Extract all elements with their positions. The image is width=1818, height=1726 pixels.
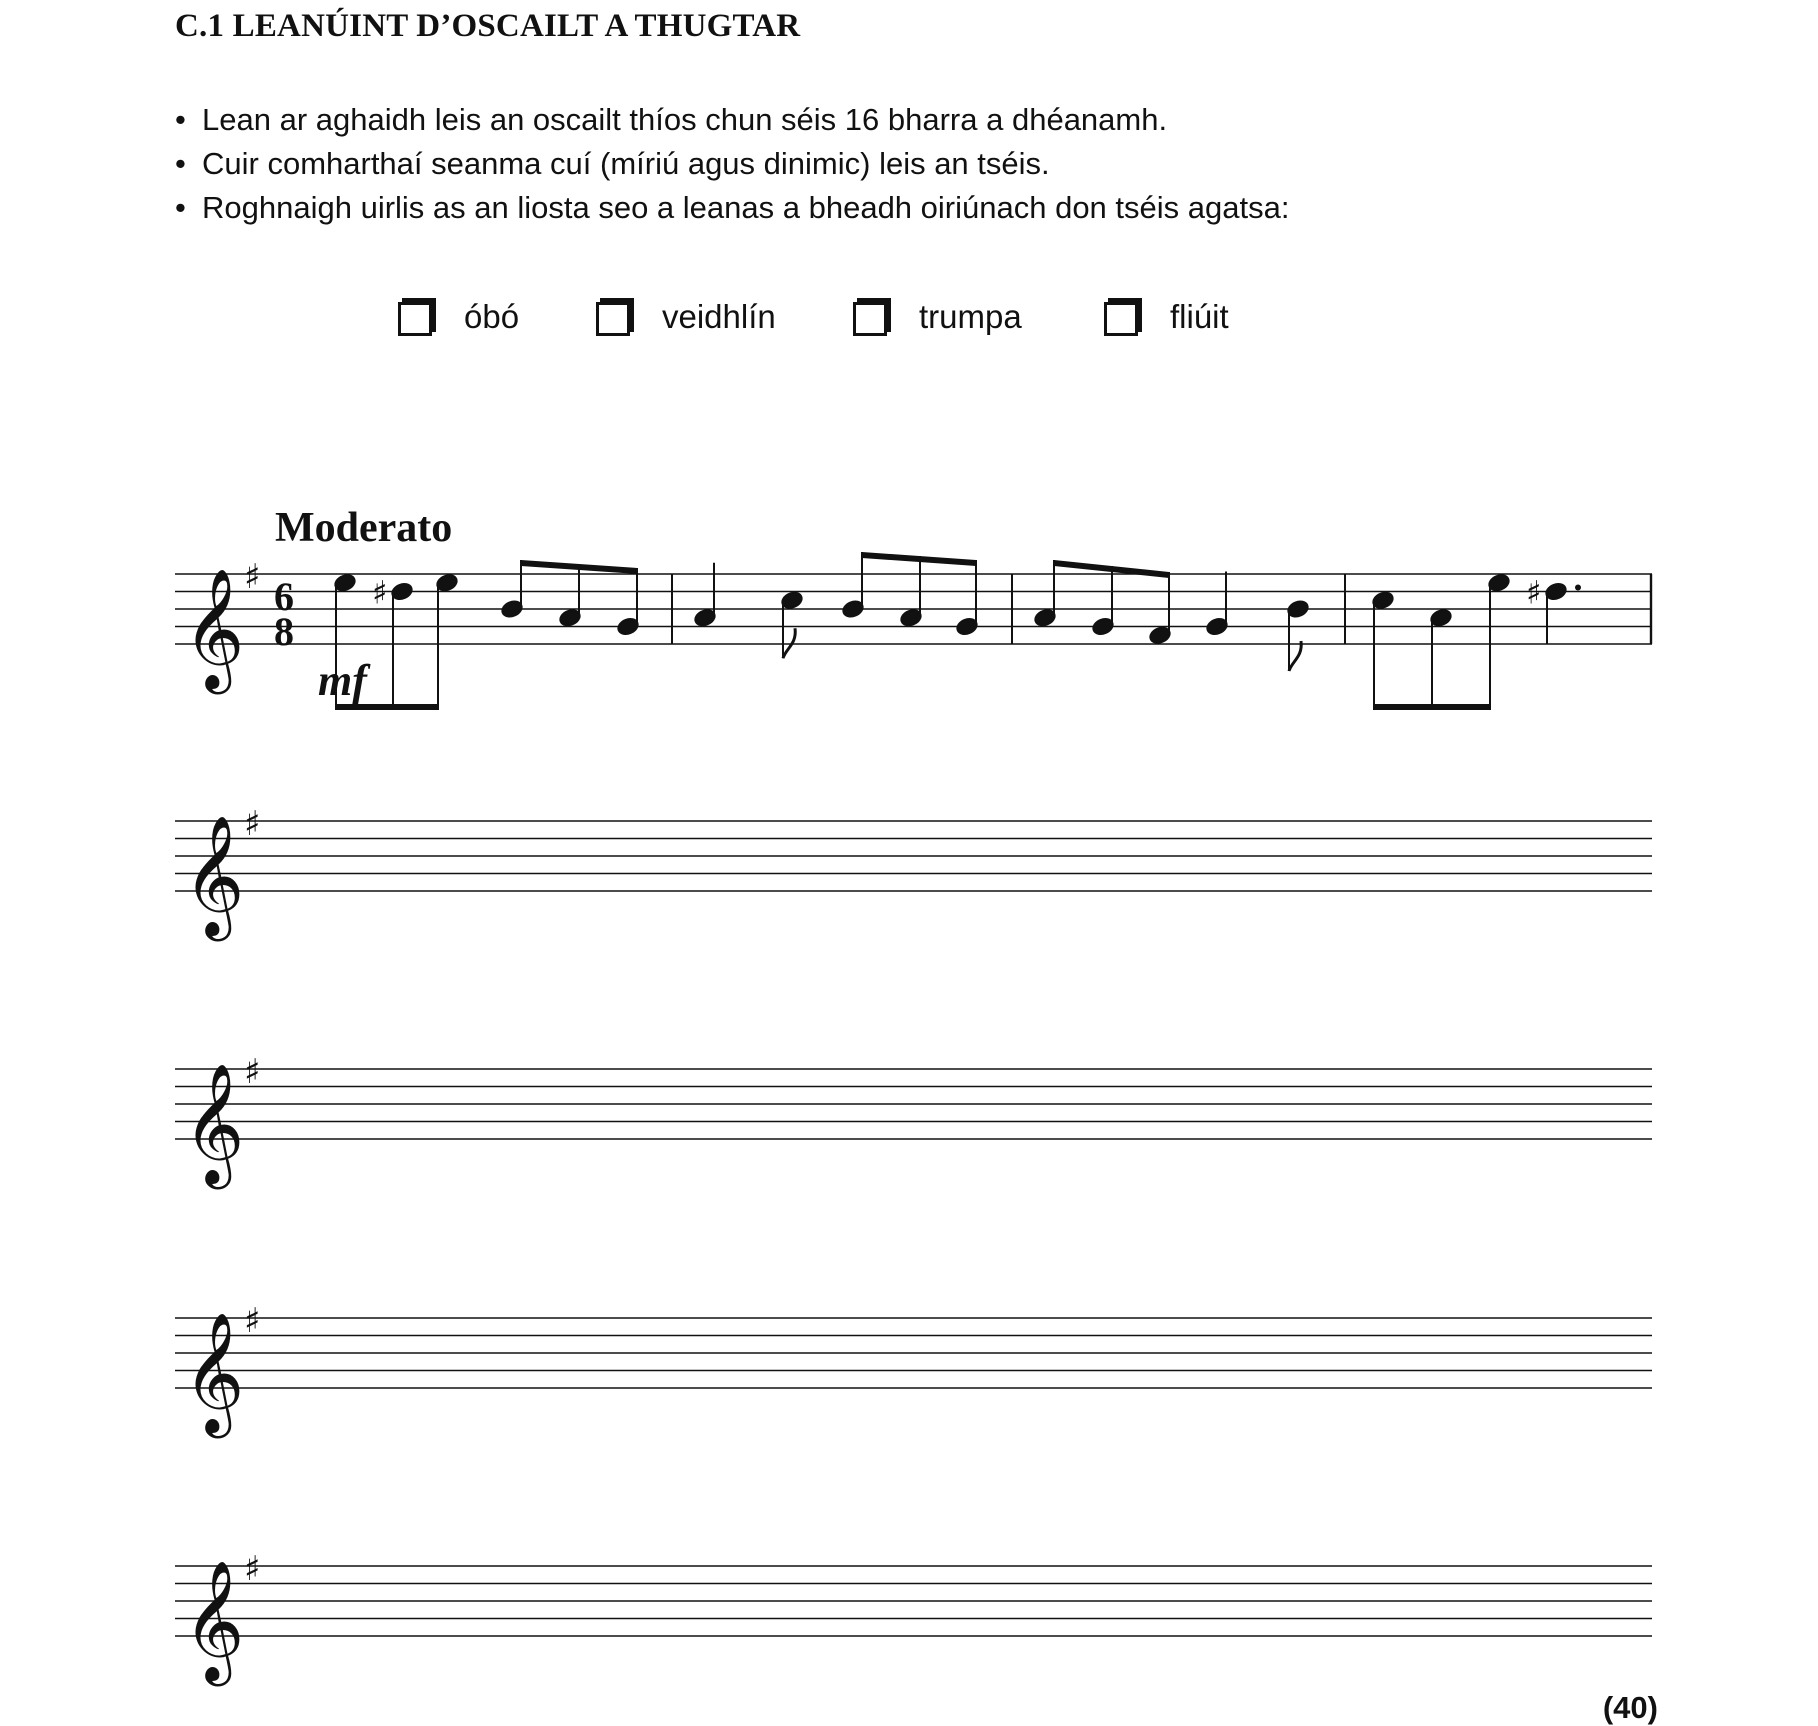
option-label-fliuit: fliúit: [1170, 298, 1229, 335]
time-signature-top: 6: [274, 574, 294, 619]
key-signature-sharp-icon: ♯: [244, 804, 261, 844]
bullet-icon: •: [175, 102, 186, 137]
treble-clef-icon: 𝄞: [183, 1559, 245, 1681]
marks-total: (40): [1602, 1690, 1658, 1725]
opening-staff: [175, 557, 1652, 694]
option-label-veidhlin: veidhlín: [662, 298, 776, 335]
option-label-obo: óbó: [464, 298, 520, 335]
key-signature-sharp-icon: ♯: [244, 557, 261, 597]
sharp-accidental-icon: ♯: [1526, 573, 1542, 612]
sharp-accidental-icon: ♯: [372, 573, 388, 612]
option-label-trumpa: trumpa: [919, 298, 1022, 335]
treble-clef-icon: 𝄞: [183, 567, 245, 689]
key-signature-sharp-icon: ♯: [244, 1549, 261, 1589]
bullet-icon: •: [175, 146, 186, 181]
treble-clef-icon: 𝄞: [183, 1062, 245, 1184]
treble-clef-icon: 𝄞: [183, 814, 245, 936]
instruction-text: Lean ar aghaidh leis an oscailt thíos chun séis 16 bharra a dhéanamh.: [202, 102, 1168, 137]
dynamic-marking: mf: [318, 656, 367, 705]
tempo-marking: Moderato: [275, 505, 453, 551]
key-signature-sharp-icon: ♯: [244, 1052, 261, 1092]
blank-staff: [175, 804, 1652, 941]
treble-clef-icon: 𝄞: [183, 1311, 245, 1433]
blank-staff: [175, 1549, 1652, 1686]
note-beam: [1374, 704, 1490, 710]
question-heading: C.1 LEANÚINT D’OSCAILT A THUGTAR: [175, 8, 801, 44]
instruction-text: Cuir comharthaí seanma cuí (míriú agus dinimic) leis an tséis.: [202, 146, 1050, 181]
time-signature-bottom: 8: [274, 609, 294, 654]
blank-staff: [175, 1301, 1652, 1438]
instruction-text: Roghnaigh uirlis as an liosta seo a leanas a bheadh oiriúnach don tséis agatsa:: [202, 190, 1290, 225]
note-flag-icon: [1289, 641, 1301, 671]
augmentation-dot: [1575, 585, 1581, 591]
key-signature-sharp-icon: ♯: [244, 1301, 261, 1341]
blank-staff: [175, 1052, 1652, 1189]
bullet-icon: •: [175, 190, 186, 225]
